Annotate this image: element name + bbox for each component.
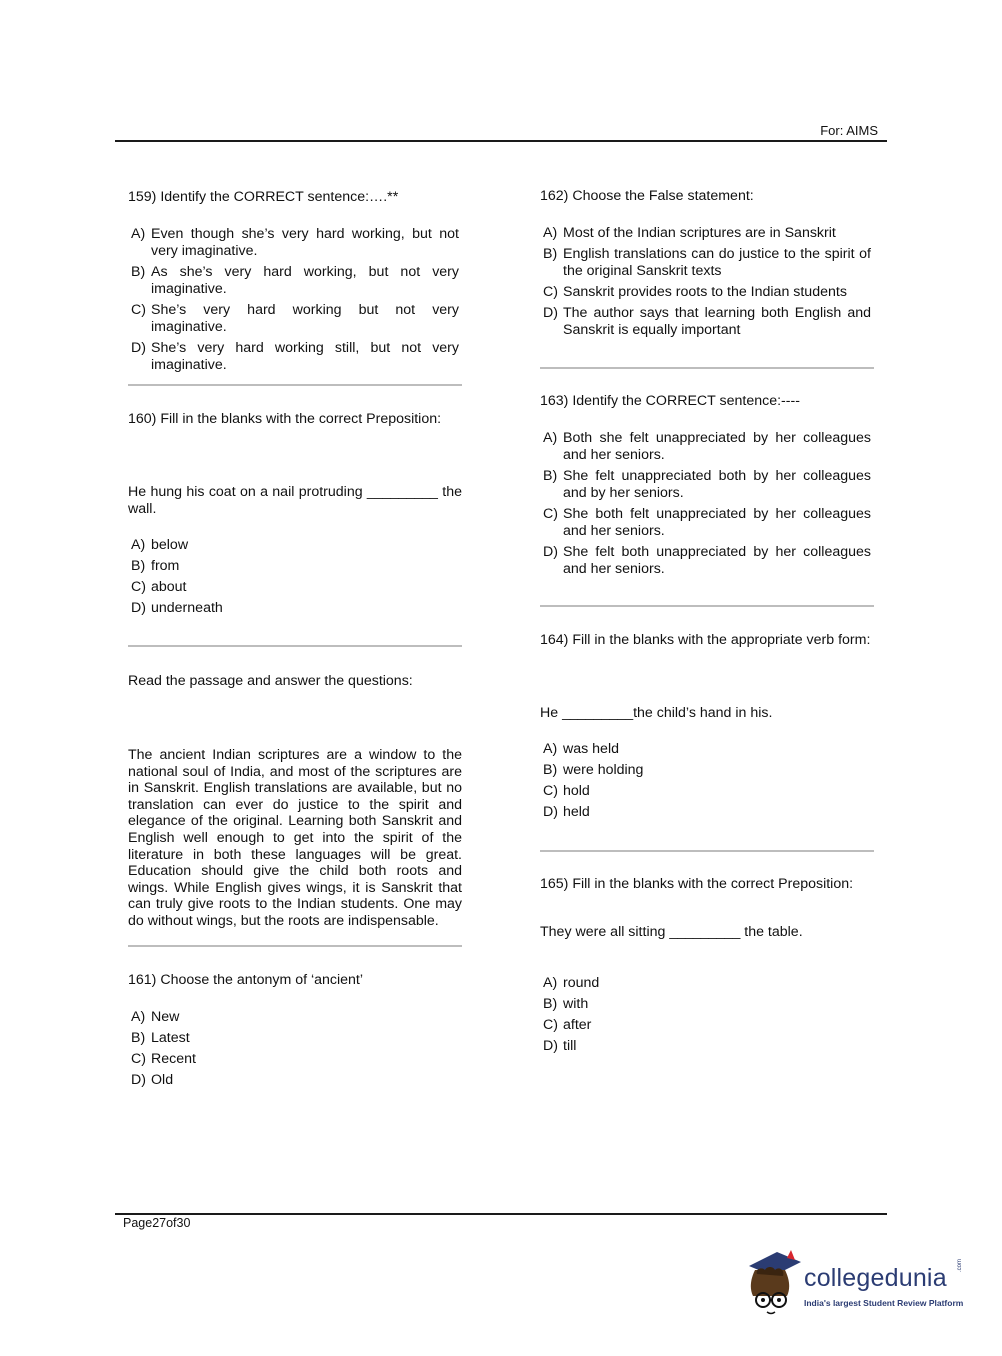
question-165	[540, 876, 874, 1059]
options-list	[128, 537, 462, 617]
question-160	[128, 411, 462, 621]
logo-tagline: India's largest Student Review Platform	[804, 1298, 964, 1308]
separator	[128, 384, 462, 386]
option-b: B) Latest	[131, 1030, 190, 1046]
option-a: A) below	[131, 537, 189, 553]
reading-passage	[128, 673, 462, 930]
question-text: 160) Fill in the blanks with the correct Preposition:	[128, 411, 442, 427]
question-text: 163) Identify the CORRECT sentence:----	[540, 393, 800, 409]
options-list	[540, 975, 874, 1055]
question-prompt: He _________the child’s hand in his.	[540, 705, 773, 721]
separator	[128, 945, 462, 947]
options-list	[128, 1009, 462, 1089]
option-b: B) with	[543, 996, 589, 1012]
option-c: C) hold	[543, 783, 590, 799]
separator	[128, 645, 462, 647]
option-b: B) from	[131, 558, 180, 574]
question-161	[128, 972, 462, 1093]
option-a: A) New	[131, 1009, 180, 1025]
separator	[540, 605, 874, 607]
option-d: D) The author says that learning both English and Sanskrit is equally important	[543, 305, 871, 338]
options-list	[540, 225, 871, 339]
page-number: Page27of30	[123, 1216, 191, 1230]
option-c: C) She’s very hard working but not very imaginative.	[131, 302, 459, 335]
header-rule	[115, 140, 887, 142]
question-164	[540, 632, 880, 825]
question-text: 161) Choose the antonym of ‘ancient’	[128, 972, 364, 988]
option-d: D) till	[543, 1038, 577, 1054]
logo-brand-text: collegedunia	[804, 1264, 947, 1292]
option-d: D) She’s very hard working still, but not very imaginative.	[131, 340, 459, 373]
question-prompt: They were all sitting _________ the table.	[540, 924, 803, 940]
options-list	[540, 430, 871, 578]
footer-rule	[115, 1213, 887, 1215]
option-b: B) English translations can do justice to the spirit of the original Sanskrit texts	[543, 246, 871, 279]
option-d: D) held	[543, 804, 590, 820]
question-163	[540, 393, 871, 582]
question-prompt: He hung his coat on a nail protruding _________ the wall.	[128, 484, 462, 517]
option-c: C) Sanskrit provides roots to the Indian students	[543, 284, 847, 300]
option-b: B) As she’s very hard working, but not very imaginative.	[131, 264, 459, 297]
option-a: A) Even though she’s very hard working, but not very imaginative.	[131, 226, 459, 259]
options-list	[540, 741, 880, 821]
question-159	[128, 189, 459, 378]
option-a: A) Most of the Indian scriptures are in Sanskrit	[543, 225, 836, 241]
option-c: C) about	[131, 579, 187, 595]
question-162	[540, 188, 871, 343]
passage-text: The ancient Indian scriptures are a window to the national soul of India, and most of the scriptures are in Sanskrit. English translations are available, but no translation can ever do justice to the spirit and elegance of the original. Learning both Sanskrit and English well enough to get into the spirit of the literature in both these languages will be great. Education should give the child both roots and wings. While English gives wings, it is Sanskrit that can truly give roots to the Indian students. One may do without wings, but the roots are indispensable.	[128, 747, 462, 929]
option-a: A) Both she felt unappreciated by her colleagues and her seniors.	[543, 430, 871, 463]
header-exam-name: For: AIMS	[820, 123, 878, 138]
mascot-icon	[743, 1248, 803, 1318]
option-c: C) Recent	[131, 1051, 196, 1067]
option-c: C) She both felt unappreciated by her colleagues and her seniors.	[543, 506, 871, 539]
option-d: D) underneath	[131, 600, 223, 616]
option-a: A) was held	[543, 741, 619, 757]
separator	[540, 850, 874, 852]
option-d: D) She felt both unappreciated by her colleagues and her seniors.	[543, 544, 871, 577]
option-b: B) She felt unappreciated both by her colleagues and by her seniors.	[543, 468, 871, 501]
question-text: 164) Fill in the blanks with the appropriate verb form:	[540, 632, 871, 648]
option-a: A) round	[543, 975, 600, 991]
collegedunia-logo	[743, 1248, 973, 1318]
passage-intro: Read the passage and answer the questions:	[128, 673, 413, 689]
option-d: D) Old	[131, 1072, 174, 1088]
separator	[540, 367, 874, 369]
option-b: B) were holding	[543, 762, 644, 778]
question-text: 165) Fill in the blanks with the correct Preposition:	[540, 876, 854, 892]
question-text: 159) Identify the CORRECT sentence:….**	[128, 189, 399, 205]
logo-suffix: .com	[957, 1258, 963, 1272]
question-text: 162) Choose the False statement:	[540, 188, 754, 204]
option-c: C) after	[543, 1017, 592, 1033]
options-list	[128, 226, 459, 374]
